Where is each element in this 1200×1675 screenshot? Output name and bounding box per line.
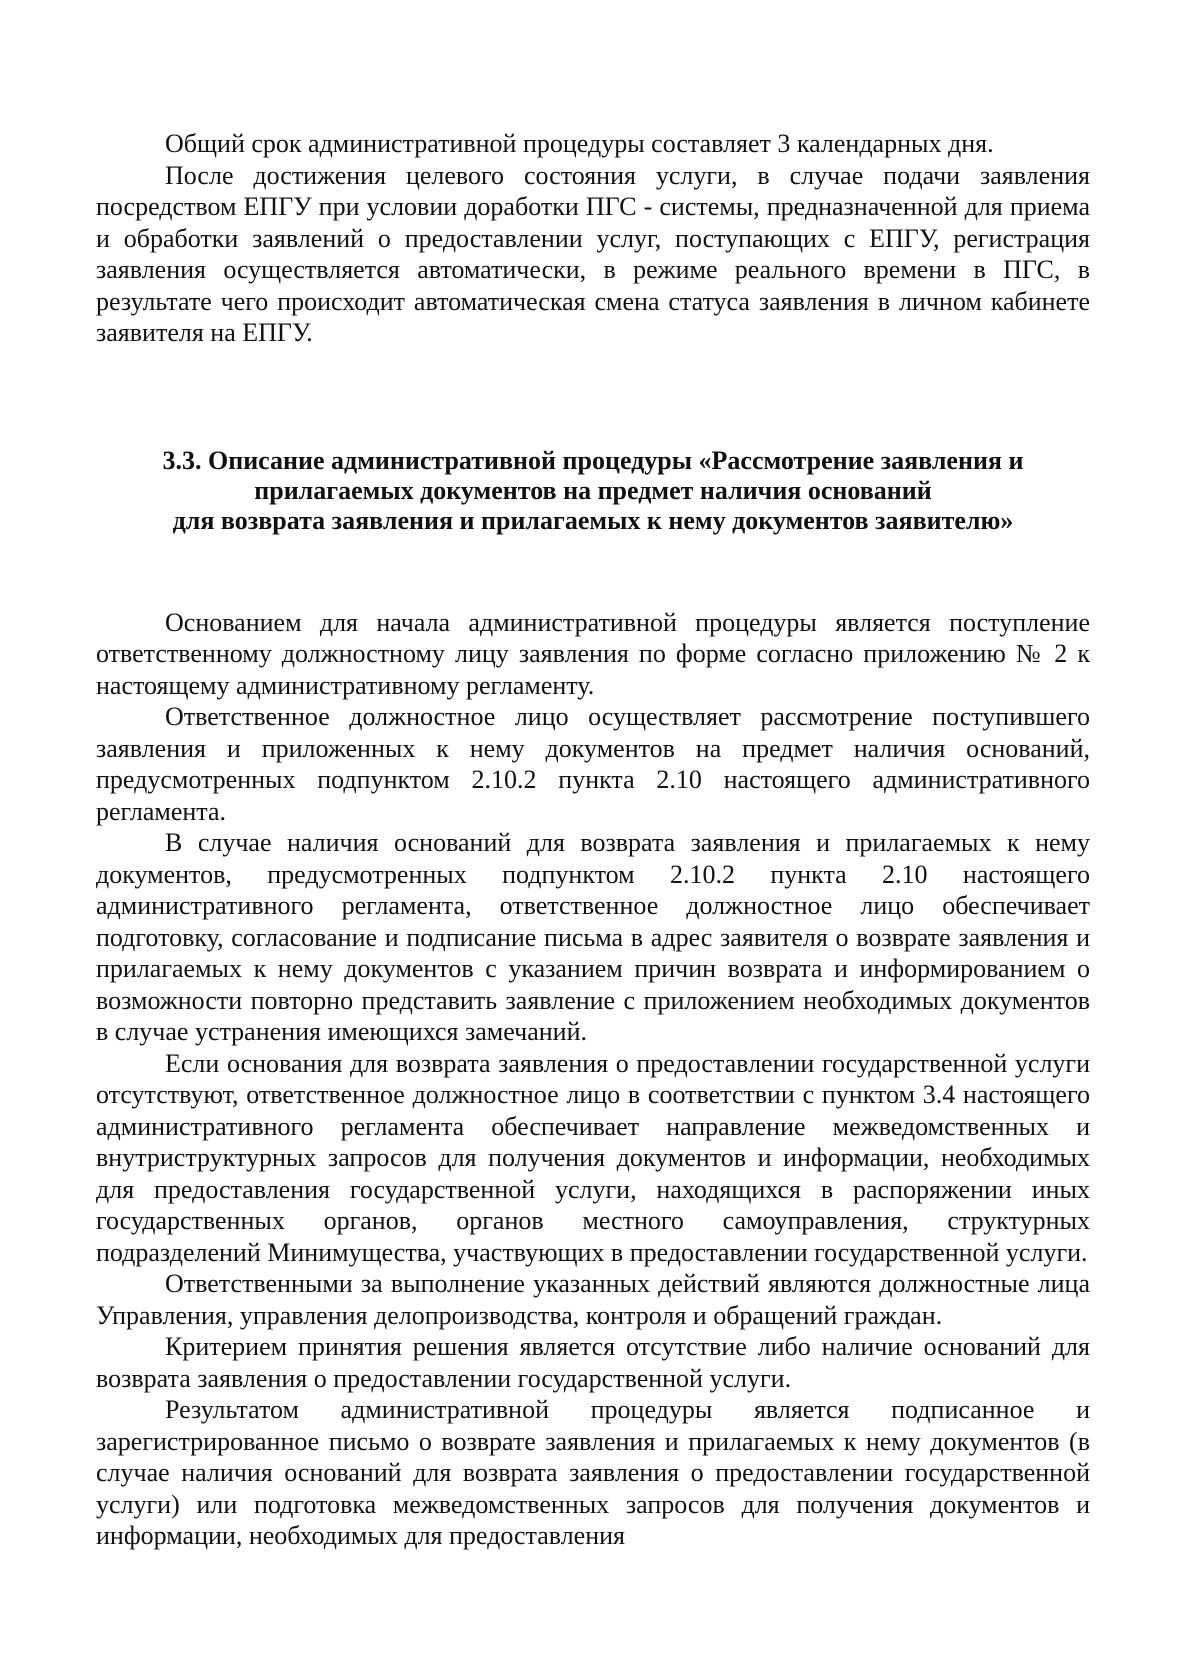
body-paragraph-responsible: Ответственными за выполнение указанных действий являются должностные лица Управления, управления делопроизводства, контроля и обращений граждан. — [96, 1269, 1090, 1330]
section-heading — [96, 446, 1090, 536]
body-paragraph-return: В случае наличия оснований для возврата заявления и прилагаемых к нему документов, предусмотренных подпунктом 2.10.2 пункта 2.10 настоящего административного регламента, ответственное должностное лицо обеспечивает подготовку, согласование и подписание письма в адрес заявителя о возврате заявления и прилагаемых к нему документов с указанием причин возврата и информированием о возможности повторно представить заявление с приложением необходимых документов в случае устранения имеющихся замечаний. — [96, 828, 1090, 1046]
body-paragraph-result: Результатом административной процедуры является подписанное и зарегистрированное письмо о возврате заявления и прилагаемых к нему документов (в случае наличия оснований для возврата заявления о предоставлении государственной услуги) или подготовка межведомственных запросов для получения документов и информации, необходимых для предоставления — [96, 1395, 1090, 1550]
section-heading-line-3: для возврата заявления и прилагаемых к нему документов заявителю» — [172, 505, 1014, 535]
spacer — [96, 349, 1090, 446]
spacer — [96, 536, 1090, 607]
intro-paragraph-registration: После достижения целевого состояния услуги, в случае подачи заявления посредством ЕПГУ при условии доработки ПГС - системы, предназначенной для приема и обработки заявлений о предоставлении услуг, поступающих с ЕПГУ, регистрация заявления осуществляется автоматически, в режиме реального времени в ПГС, в результате чего происходит автоматическая смена статуса заявления в личном кабинете заявителя на ЕПГУ. — [96, 160, 1090, 347]
section-heading-line-1: 3.3. Описание административной процедуры «Рассмотрение заявления и — [162, 445, 1024, 475]
body-paragraph-basis: Основанием для начала административной процедуры является поступление ответственному должностному лицу заявления по форме согласно приложению № 2 к настоящему административному регламенту. — [96, 607, 1090, 700]
body-paragraph-requests: Если основания для возврата заявления о предоставлении государственной услуги отсутствуют, ответственное должностное лицо в соответствии с пунктом 3.4 настоящего административного регламента обеспечивает направление межведомственных и внутриструктурных запросов для получения документов и информации, необходимых для предоставления государственной услуги, находящихся в распоряжении иных государственных органов, органов местного самоуправления, структурных подразделений Минимущества, участвующих в предоставлении государственной услуги. — [96, 1048, 1090, 1267]
body-paragraph-criterion: Критерием принятия решения является отсутствие либо наличие оснований для возврата заявления о предоставлении государственной услуги. — [96, 1332, 1090, 1393]
section-heading-line-2: прилагаемых документов на предмет наличия оснований — [254, 475, 932, 505]
body-paragraph-review: Ответственное должностное лицо осуществляет рассмотрение поступившего заявления и приложенных к нему документов на предмет наличия оснований, предусмотренных подпунктом 2.10.2 пункта 2.10 настоящего административного регламента. — [96, 702, 1090, 826]
document-page — [96, 128, 1090, 1552]
intro-paragraph-term: Общий срок административной процедуры составляет 3 календарных дня. — [165, 129, 994, 158]
